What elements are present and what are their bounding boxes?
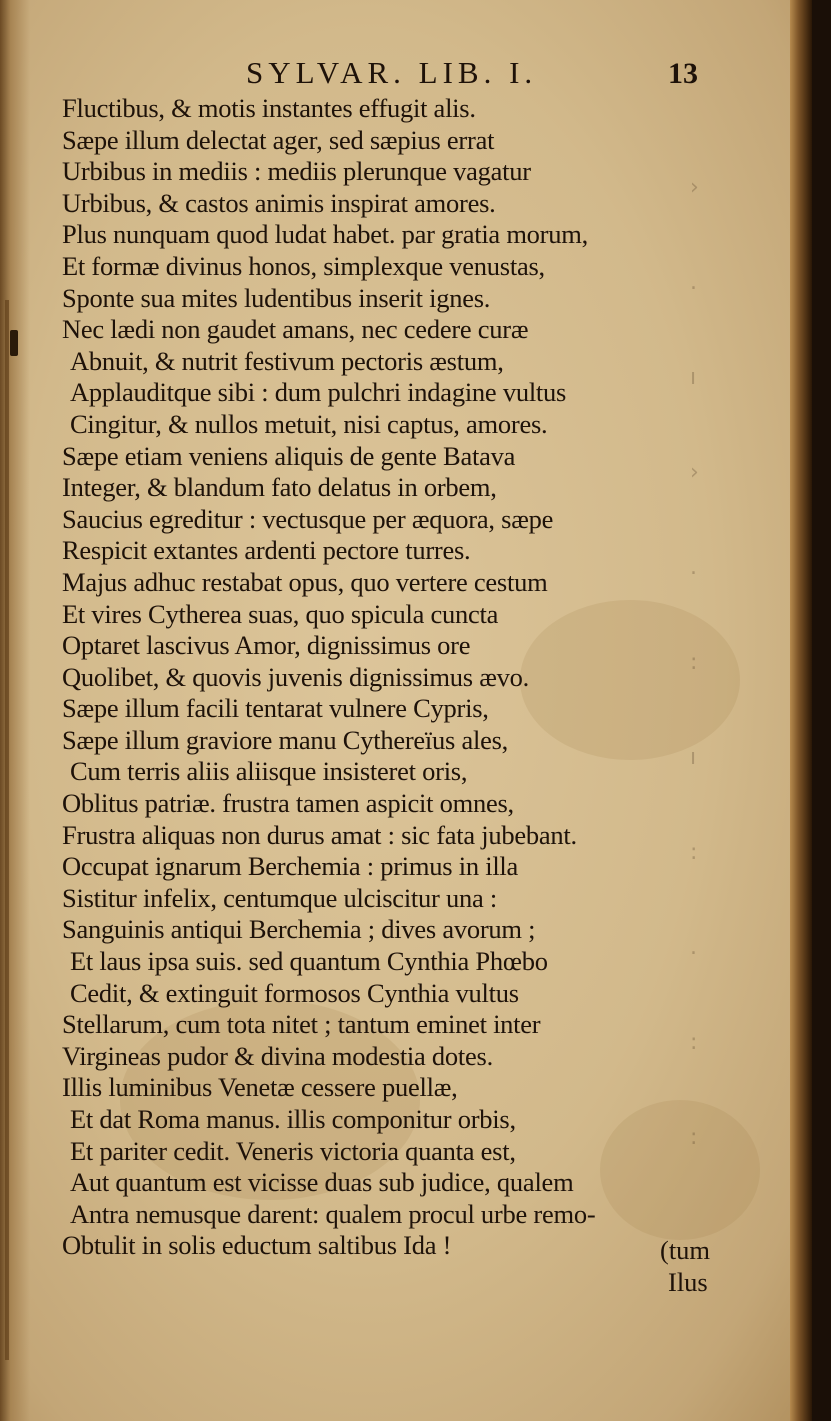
verse-line: Aut quantum est vicisse duas sub judice, qualem [70, 1167, 574, 1198]
verse-line: Occupat ignarum Berchemia : primus in illa [62, 851, 519, 882]
verse-line: Sanguinis antiqui Berchemia ; dives avorum ; [62, 914, 536, 945]
verse-line: Et formæ divinus honos, simplexque venustas, [62, 250, 545, 281]
verse-line: Sæpe illum graviore manu Cythereïus ales, [62, 724, 509, 755]
verse-line: Sæpe illum facili tentarat vulnere Cypris, [62, 693, 489, 724]
running-title: SYLVAR. LIB. I. [246, 55, 538, 90]
verse-line: Cedit, & extinguit formosos Cynthia vultus [70, 977, 519, 1008]
verse-line: Nec lædi non gaudet amans, nec cedere curæ [62, 314, 529, 345]
margin-mark [10, 330, 18, 356]
verse-line: Stellarum, cum tota nitet ; tantum eminet inter [62, 1009, 541, 1040]
verse-line: Sponte sua mites ludentibus inserit ignes. [62, 282, 491, 313]
verse-line: Plus nunquam quod ludat habet. par gratia morum, [62, 219, 588, 250]
verse-line: Cingitur, & nullos metuit, nisi captus, amores. [70, 408, 548, 439]
verse-line: Sistitur infelix, centumque ulciscitur una : [62, 882, 497, 913]
turnover-word: (tum [660, 1235, 711, 1265]
verse-line: Et pariter cedit. Veneris victoria quanta est, [70, 1135, 516, 1166]
verse-line: Virgineas pudor & divina modestia dotes. [62, 1040, 493, 1071]
show-through-marks: › . ı › . : ı : . : : [690, 175, 699, 1150]
verse-line: Fluctibus, & motis instantes effugit alis. [62, 93, 476, 123]
verse-line: Sæpe etiam veniens aliquis de gente Batava [62, 440, 516, 471]
verse-line: Applauditque sibi : dum pulchri indagine vultus [70, 377, 567, 408]
verse-line: Frustra aliquas non durus amat : sic fata jubebant. [62, 819, 577, 850]
verse-line: Saucius egreditur : vectusque per æquora, sæpe [62, 503, 554, 534]
verse-line: Et vires Cytherea suas, quo spicula cuncta [62, 598, 499, 629]
page-edge [790, 0, 812, 1421]
verse-line: Et dat Roma manus. illis componitur orbis, [70, 1104, 516, 1134]
verse-line: Cum terris aliis aliisque insisteret oris, [70, 756, 468, 787]
verse-line: Urbibus in mediis : mediis plerunque vagatur [62, 156, 531, 187]
poem-text [62, 93, 752, 1262]
verse-line: Abnuit, & nutrit festivum pectoris æstum, [70, 345, 504, 376]
page-header [60, 55, 740, 95]
verse-line: Oblitus patriæ. frustra tamen aspicit omnes, [62, 788, 514, 819]
verse-line: Antra nemusque darent: qualem procul urbe remo- [70, 1198, 596, 1229]
verse-line: Obtulit in solis eductum saltibus Ida ! [62, 1230, 452, 1261]
verse-line: Integer, & blandum fato delatus in orbem, [62, 472, 497, 503]
binding-thread [5, 300, 9, 1360]
verse-line: Respicit extantes ardenti pectore turres. [62, 535, 471, 566]
verse-line: Urbibus, & castos animis inspirat amores. [62, 187, 496, 218]
verse-line: Sæpe illum delectat ager, sed sæpius errat [62, 124, 495, 155]
verse-line: Quolibet, & quovis juvenis dignissimus ævo. [62, 661, 530, 692]
catchword: Ilus [668, 1267, 708, 1297]
verse-line: Majus adhuc restabat opus, quo vertere cestum [62, 566, 548, 597]
page-number: 13 [668, 57, 698, 90]
verse-line: Et laus ipsa suis. sed quantum Cynthia Phœbo [70, 946, 548, 977]
verse-line: Illis luminibus Venetæ cessere puellæ, [62, 1072, 458, 1103]
verse-line: Optaret lascivus Amor, dignissimus ore [62, 630, 471, 661]
